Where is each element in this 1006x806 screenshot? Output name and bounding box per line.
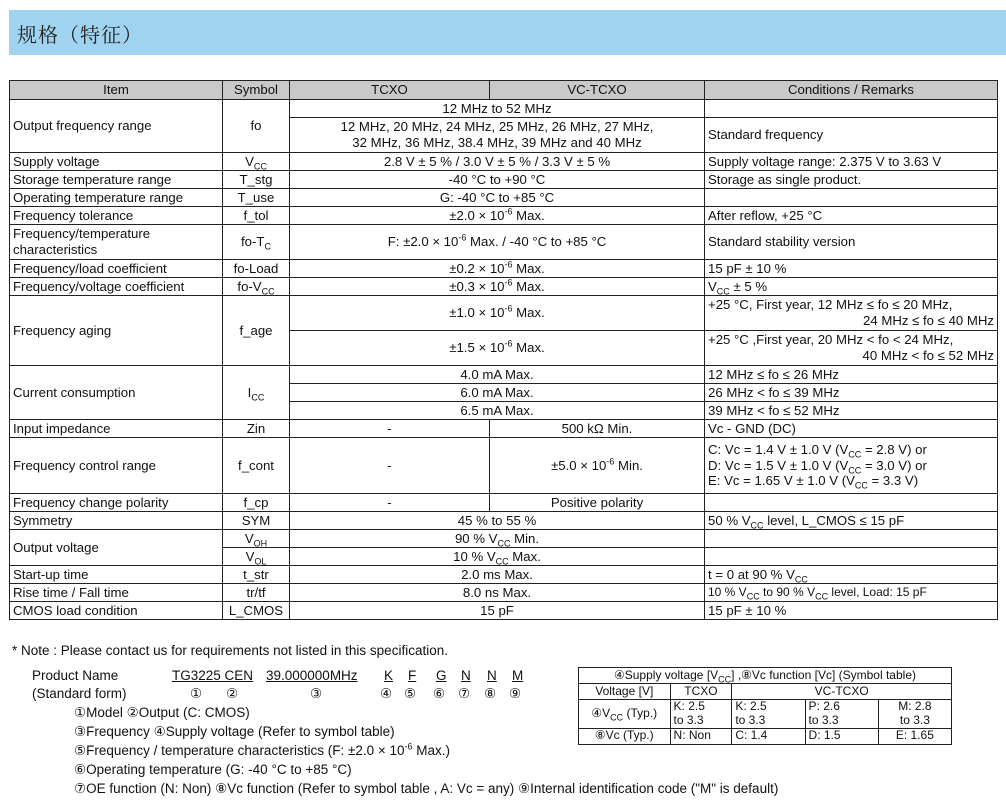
vctcxo-cell: $\pm 5.0 \times 10^{-6}$ Min.: [490, 438, 705, 494]
value-cell: $\pm 0.2 \times 10^{-6}$ Max.: [290, 260, 705, 278]
symbol-cell: f_tol: [223, 207, 290, 225]
product-part-8: M: [512, 668, 524, 683]
col-header-vctcxo: VC-TCXO: [490, 81, 705, 100]
remark-line: C: Vc = 1.4 V ± 1.0 V ($V_{CC} = 2.8$ V) or: [708, 442, 927, 460]
table-row: [10, 153, 998, 171]
value-cell: [290, 118, 705, 153]
symbol-line: to 3.3: [735, 712, 766, 727]
index-9: ⑨: [509, 686, 522, 701]
value-line: 12 MHz, 20 MHz, 24 MHz, 25 MHz, 26 MHz, 27 MHz,: [340, 119, 654, 135]
voltage-header: Voltage [V]: [579, 684, 671, 700]
symbol-line: P: 2.6: [808, 699, 840, 713]
symbol-table: [578, 667, 952, 745]
table-row: [10, 420, 998, 438]
remark-cell: 26 MHz < fo ≤ 39 MHz: [705, 384, 998, 402]
item-cell: Frequency control range: [10, 438, 223, 494]
product-name-label: Product Name: [32, 668, 119, 683]
remark-cell: [705, 331, 998, 366]
symbol-line: to 3.3: [808, 712, 839, 727]
table-row: [10, 512, 998, 530]
table-row: [10, 584, 998, 602]
remark-cell: 15 pF ± 10 %: [705, 260, 998, 278]
remark-cell: After reflow, +25 °C: [705, 207, 998, 225]
symbol-cell: f_cont: [223, 438, 290, 494]
remark-cell: [705, 530, 998, 548]
symbol-cell: Zin: [223, 420, 290, 438]
item-line: characteristics: [13, 242, 98, 257]
item-cell: Start-up time: [10, 566, 223, 584]
symbol-line: M: 2.8: [898, 699, 932, 713]
symbol-cell: f_age: [223, 296, 290, 366]
product-part-1: TG3225 CEN: [172, 668, 254, 683]
table-row: [10, 366, 998, 384]
remark-cell: Vc - GND (DC): [705, 420, 998, 438]
table-row: [10, 189, 998, 207]
remark-cell: 15 pF ± 10 %: [705, 602, 998, 620]
symbol-cell: $V_{OH}$: [223, 530, 290, 548]
symbol-cell: T_use: [223, 189, 290, 207]
item-cell: Rise time / Fall time: [10, 584, 223, 602]
symbol-cell: [670, 700, 732, 729]
remark-cell: [705, 494, 998, 512]
product-part-6: N: [461, 668, 471, 683]
symbol-cell: f_cp: [223, 494, 290, 512]
legend-line-2: ③Frequency ④Supply voltage (Refer to symbol table): [74, 724, 395, 739]
remark-cell: 12 MHz ≤ fo ≤ 26 MHz: [705, 366, 998, 384]
item-cell: Supply voltage: [10, 153, 223, 171]
legend-line-4: ⑥Operating temperature (G: -40 °C to +85 °C): [74, 762, 352, 777]
table-row: [10, 260, 998, 278]
index-7: ⑦: [458, 686, 471, 701]
value-cell: F: $\pm 2.0 \times 10^{-6}$ Max. / -40 °C to +85 °C: [290, 225, 705, 260]
value-cell: $\pm 2.0 \times 10^{-6}$ Max.: [290, 207, 705, 225]
index-5: ⑤: [404, 686, 417, 701]
footnote: * Note : Please contact us for requirements not listed in this specification.: [12, 643, 448, 658]
value-cell: 4.0 mA Max.: [290, 366, 705, 384]
remark-cell: Standard stability version: [705, 225, 998, 260]
item-cell: Storage temperature range: [10, 171, 223, 189]
vctcxo-header: VC-TCXO: [732, 684, 952, 700]
value-cell: 6.0 mA Max.: [290, 384, 705, 402]
item-cell: [10, 225, 223, 260]
symbol-table-header-row: [579, 684, 952, 700]
item-cell: Frequency/load coefficient: [10, 260, 223, 278]
product-part-4: F: [408, 668, 417, 683]
table-row: [10, 296, 998, 331]
value-cell: $\pm 1.5 \times 10^{-6}$ Max.: [290, 331, 705, 366]
remark-line: 40 MHz < fo ≤ 52 MHz: [862, 348, 994, 363]
tcxo-cell: -: [290, 438, 490, 494]
symbol-cell: t_str: [223, 566, 290, 584]
remark-cell: 39 MHz < fo ≤ 52 MHz: [705, 402, 998, 420]
item-cell: Symmetry: [10, 512, 223, 530]
table-header-row: [10, 81, 998, 100]
value-cell: 10 % $V_{CC}$ Max.: [290, 548, 705, 566]
item-cell: Frequency tolerance: [10, 207, 223, 225]
symbol-cell: [805, 700, 878, 729]
index-8: ⑧: [484, 686, 497, 701]
remark-line: +25 °C ,First year, 20 MHz < fo < 24 MHz,: [708, 332, 954, 348]
table-row: [10, 530, 998, 548]
value-cell: 15 pF: [290, 602, 705, 620]
col-header-remarks: Conditions / Remarks: [705, 81, 998, 100]
symbol-cell: N: Non: [670, 728, 732, 744]
symbol-cell: $I_{CC}$: [223, 366, 290, 420]
table-row: [10, 171, 998, 189]
index-1: ①: [190, 686, 203, 701]
section-header: [9, 10, 1006, 55]
col-header-item: Item: [10, 81, 223, 100]
value-cell: 12 MHz to 52 MHz: [290, 100, 705, 118]
table-row: [10, 225, 998, 260]
vctcxo-cell: 500 kΩ Min.: [490, 420, 705, 438]
symbol-cell: E: 1.65: [878, 728, 951, 744]
index-2: ②: [226, 686, 239, 701]
symbol-line: K: 2.5: [735, 699, 767, 713]
table-row: [10, 566, 998, 584]
symbol-cell: D: 1.5: [805, 728, 878, 744]
remark-cell: Standard frequency: [705, 118, 998, 153]
item-cell: Output voltage: [10, 530, 223, 566]
value-cell: $\pm 1.0 \times 10^{-6}$ Max.: [290, 296, 705, 331]
product-part-3: K: [384, 668, 394, 683]
item-cell: Frequency aging: [10, 296, 223, 366]
remark-cell: [705, 438, 998, 494]
value-cell: $\pm 0.3 \times 10^{-6}$ Max.: [290, 278, 705, 296]
remark-line: E: Vc = 1.65 V ± 1.0 V ($V_{CC} = 3.3$ V): [708, 473, 919, 491]
table-row: [10, 207, 998, 225]
symbol-cell: L_CMOS: [223, 602, 290, 620]
value-cell: -40 °C to +90 °C: [290, 171, 705, 189]
symbol-cell: $V_{OL}$: [223, 548, 290, 566]
spec-table: [9, 80, 998, 620]
table-row: [10, 438, 998, 494]
item-cell: Operating temperature range: [10, 189, 223, 207]
index-4: ④: [380, 686, 393, 701]
item-line: Frequency/temperature: [13, 226, 151, 242]
product-part-7: N: [487, 668, 497, 683]
col-header-tcxo: TCXO: [290, 81, 490, 100]
symbol-cell: fo-Load: [223, 260, 290, 278]
product-part-2: 39.000000MHz: [266, 668, 358, 683]
legend-line-5: ⑦OE function (N: Non) ⑧Vc function (Refer to symbol table , A: Vc = any) ⑨Internal identification code ("M" is default): [74, 781, 779, 796]
symbol-cell: [732, 700, 805, 729]
remark-line: D: Vc = 1.5 V ± 1.0 V ($V_{CC} = 3.0$ V) or: [708, 457, 927, 476]
remark-cell: t = 0 at 90 % $V_{CC}$: [705, 566, 998, 584]
symbol-cell: [878, 700, 951, 729]
remark-line: +25 °C, First year, 12 MHz ≤ fo ≤ 20 MHz,: [708, 297, 953, 313]
item-cell: Frequency change polarity: [10, 494, 223, 512]
symbol-table-title: ④Supply voltage $[V_{CC}]$ ,⑧Vc function [Vc] (Symbol table): [579, 668, 952, 684]
value-cell: G: -40 °C to +85 °C: [290, 189, 705, 207]
remark-cell: Storage as single product.: [705, 171, 998, 189]
standard-form-label: (Standard form): [32, 686, 127, 701]
item-cell: Input impedance: [10, 420, 223, 438]
symbol-line: to 3.3: [673, 712, 704, 727]
value-line: 32 MHz, 36 MHz, 38.4 MHz, 39 MHz and 40 MHz: [352, 135, 642, 150]
tcxo-cell: -: [290, 494, 490, 512]
value-cell: 2.0 ms Max.: [290, 566, 705, 584]
product-part-5: G: [436, 668, 447, 683]
vc-label: ⑧Vc (Typ.): [579, 728, 671, 744]
symbol-cell: tr/tf: [223, 584, 290, 602]
value-cell: 45 % to 55 %: [290, 512, 705, 530]
vcc-label: $④V_{CC}$ (Typ.): [579, 700, 671, 729]
value-cell: 8.0 ns Max.: [290, 584, 705, 602]
symbol-line: to 3.3: [899, 712, 930, 727]
vctcxo-cell: Positive polarity: [490, 494, 705, 512]
index-3: ③: [310, 686, 323, 701]
table-row: [10, 494, 998, 512]
index-6: ⑥: [433, 686, 446, 701]
item-cell: Current consumption: [10, 366, 223, 420]
symbol-cell: $fo-V_{CC}$: [223, 278, 290, 296]
symbol-table-title-row: [579, 668, 952, 684]
value-cell: 2.8 V ± 5 % / 3.0 V ± 5 % / 3.3 V ± 5 %: [290, 153, 705, 171]
item-cell: Frequency/voltage coefficient: [10, 278, 223, 296]
table-row: [10, 602, 998, 620]
remark-cell: Supply voltage range: 2.375 V to 3.63 V: [705, 153, 998, 171]
symbol-table-row: [579, 728, 952, 744]
symbol-line: K: 2.5: [673, 699, 705, 713]
symbol-table-row: [579, 700, 952, 729]
tcxo-header: TCXO: [670, 684, 732, 700]
symbol-cell: SYM: [223, 512, 290, 530]
remark-cell: [705, 189, 998, 207]
remark-cell: [705, 548, 998, 566]
remark-line: 24 MHz ≤ fo ≤ 40 MHz: [863, 313, 994, 328]
remark-cell: [705, 100, 998, 118]
item-cell: Output frequency range: [10, 100, 223, 153]
remark-cell: [705, 296, 998, 331]
symbol-cell: $fo-T_C$: [223, 225, 290, 260]
symbol-cell: T_stg: [223, 171, 290, 189]
legend-line-3: ⑤Frequency / temperature characteristics (F: $\pm 2.0 \times 10^{-6}$ Max.): [74, 741, 451, 758]
remark-cell: 10 % $V_{CC}$ to 90 % $V_{CC}$ level, Load: 15 pF: [705, 584, 998, 602]
remark-cell: $V_{CC} \pm 5$ %: [705, 278, 998, 296]
symbol-cell: C: 1.4: [732, 728, 805, 744]
item-cell: CMOS load condition: [10, 602, 223, 620]
col-header-symbol: Symbol: [223, 81, 290, 100]
remark-cell: 50 % $V_{CC}$ level, L_CMOS ≤ 15 pF: [705, 512, 998, 530]
table-row: [10, 100, 998, 118]
value-cell: 90 % $V_{CC}$ Min.: [290, 530, 705, 548]
table-row: [10, 278, 998, 296]
tcxo-cell: -: [290, 420, 490, 438]
value-cell: 6.5 mA Max.: [290, 402, 705, 420]
symbol-cell: $V_{CC}$: [223, 153, 290, 171]
section-title: 规格（特征）: [17, 23, 143, 47]
symbol-cell: fo: [223, 100, 290, 153]
legend-line-1: ①Model ②Output (C: CMOS): [74, 705, 250, 720]
